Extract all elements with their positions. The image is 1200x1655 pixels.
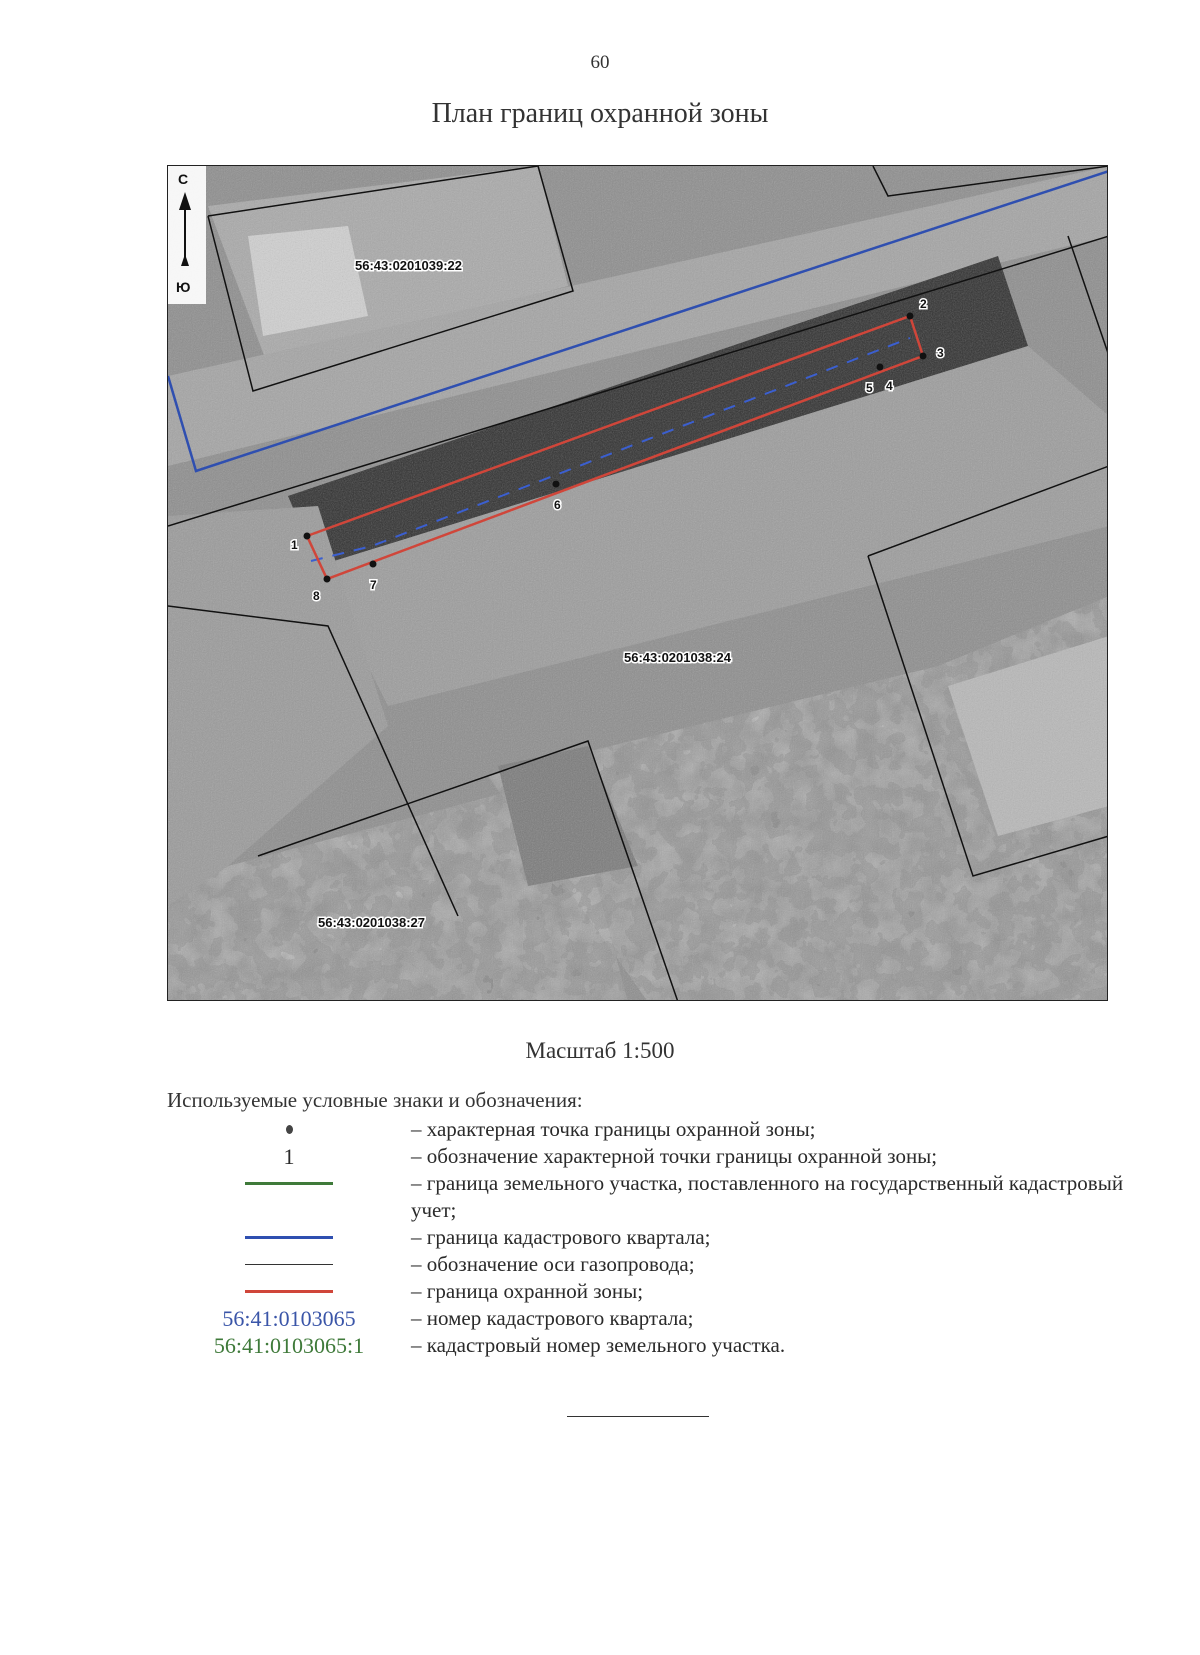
page-title: План границ охранной зоны: [431, 98, 769, 129]
legend-symbol-quarter-number: [167, 1305, 411, 1332]
legend-text: – обозначение характерной точки границы охранной зоны;: [411, 1144, 938, 1168]
north-label: С: [178, 171, 189, 187]
legend-parcel-number: 56:41:0103065:1: [213, 1333, 365, 1358]
point-label-6: 6: [554, 498, 561, 512]
point-label-4: 4: [886, 379, 893, 393]
point-label-8: 8: [313, 589, 320, 603]
legend-item-quarter-number: [167, 1305, 1127, 1332]
legend-symbol-thin-line: [167, 1251, 411, 1278]
photo-grain: [168, 166, 1108, 1001]
legend-item-pipeline-axis: [167, 1251, 1127, 1278]
zone-point: [553, 481, 560, 488]
zone-point: [877, 364, 884, 371]
point-label-2: 2: [920, 297, 927, 311]
point-label-1: 1: [291, 538, 298, 552]
green-line-icon: [245, 1182, 333, 1185]
point-label-3: 3: [937, 346, 944, 360]
legend-symbol-red-line: [167, 1278, 411, 1305]
legend-item-point-label: [167, 1143, 1127, 1170]
legend-symbol-label: [167, 1143, 411, 1170]
legend-text: – характерная точка границы охранной зоны;: [411, 1117, 816, 1141]
legend-item-parcel-number: [167, 1332, 1127, 1359]
north-arrow: [168, 166, 206, 304]
map-scale: Масштаб 1:500: [525, 1038, 675, 1063]
legend-text: – граница охранной зоны;: [411, 1279, 644, 1303]
thin-line-icon: [245, 1264, 333, 1265]
blue-line-icon: [245, 1236, 333, 1239]
point-label-5: 5: [866, 381, 873, 395]
point-marker-icon: [286, 1125, 293, 1134]
legend-text: – номер кадастрового квартала;: [411, 1306, 694, 1330]
legend-item-point: [167, 1116, 1127, 1143]
legend-text: – граница земельного участка, поставленного на государственный кадастровый учет;: [411, 1171, 1124, 1222]
red-line-icon: [245, 1290, 333, 1293]
zone-point: [304, 533, 311, 540]
zone-point: [907, 313, 914, 320]
parcel-label-27: 56:43:0201038:27: [318, 915, 425, 930]
zone-point: [370, 561, 377, 568]
zone-point: [324, 576, 331, 583]
parcel-label-24: 56:43:0201038:24: [624, 650, 731, 665]
point-label-7: 7: [370, 578, 377, 592]
legend-symbol-blue-line: [167, 1224, 411, 1251]
map-canvas: [168, 166, 1108, 1001]
south-label: Ю: [176, 279, 191, 295]
legend-title: Используемые условные знаки и обозначения:: [167, 1088, 583, 1112]
legend-text: – обозначение оси газопровода;: [411, 1252, 695, 1276]
legend-item-parcel-boundary: [167, 1170, 1127, 1224]
legend-symbol-parcel-number: [167, 1332, 411, 1359]
legend-label-sample: 1: [283, 1144, 295, 1169]
legend-text: – граница кадастрового квартала;: [411, 1225, 711, 1249]
legend: [167, 1116, 1127, 1359]
map-frame: [167, 165, 1108, 1001]
parcel-label-22: 56:43:0201039:22: [355, 258, 462, 273]
footer-rule: [567, 1416, 709, 1417]
legend-item-quarter-boundary: [167, 1224, 1127, 1251]
legend-item-protection-zone: [167, 1278, 1127, 1305]
zone-point: [920, 353, 927, 360]
legend-text: – кадастровый номер земельного участка.: [411, 1333, 786, 1357]
legend-quarter-number: 56:41:0103065: [222, 1306, 356, 1331]
page-number: 60: [590, 52, 610, 73]
legend-symbol-green-line: [167, 1170, 411, 1197]
legend-symbol-dot: [167, 1116, 411, 1143]
